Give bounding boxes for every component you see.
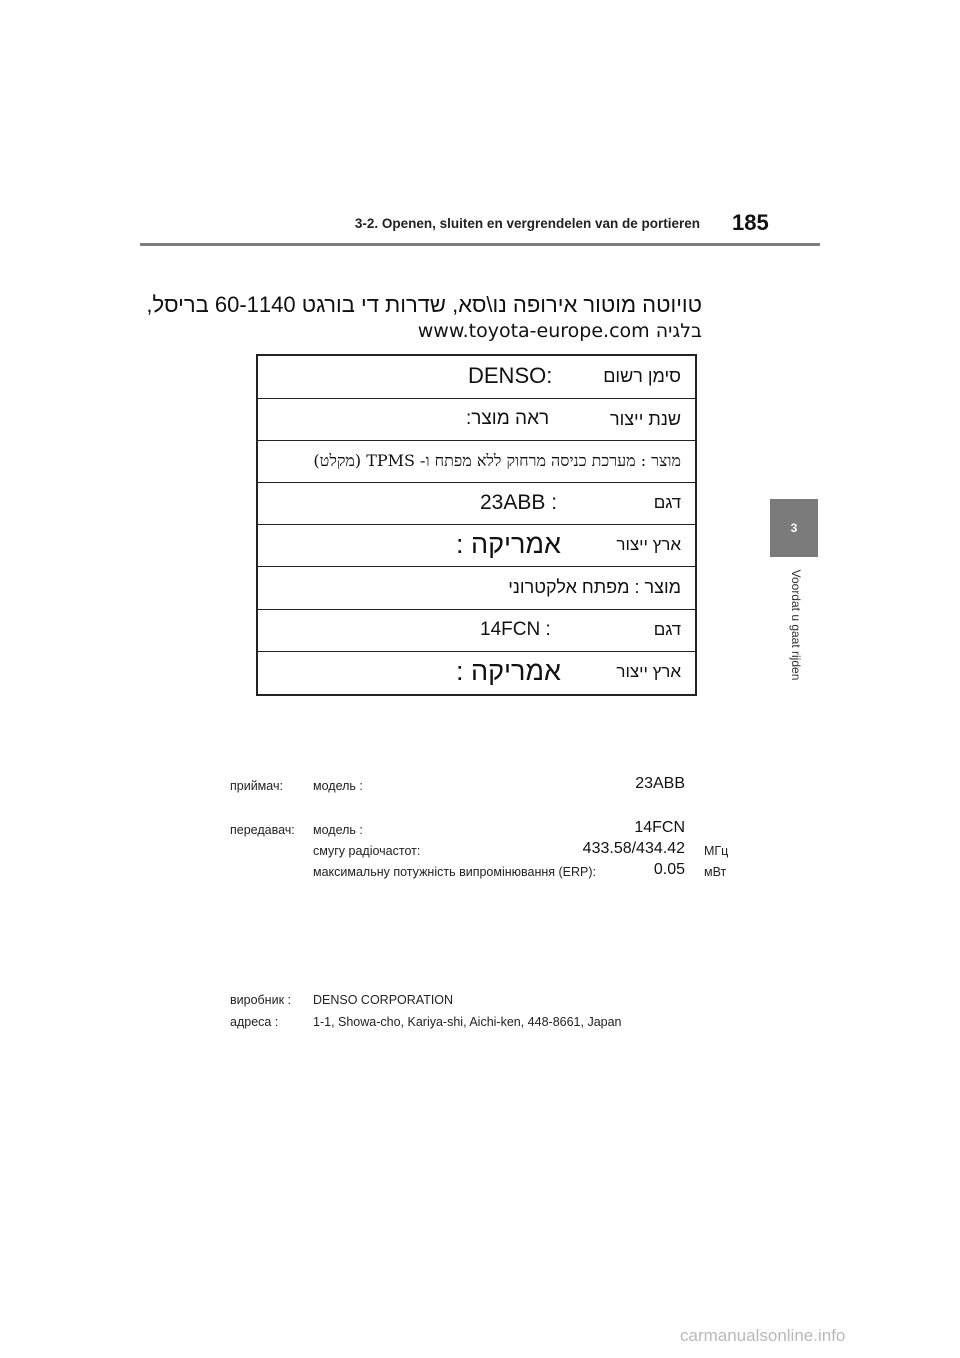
hebrew-address-line-1: טויוטה מוטור אירופה נו\סא, שדרות די בורגט 60-1140 בריסל, xyxy=(146,292,702,317)
receiver-model-value: 23ABB xyxy=(635,775,685,792)
label-row-product-key xyxy=(258,567,695,610)
transmitter-heading: передавач: xyxy=(230,823,295,837)
label-row-key-origin xyxy=(258,652,695,694)
label-row-receiver-model-value: 23ABB : xyxy=(480,491,558,514)
regulatory-label-box xyxy=(256,354,697,696)
receiver-heading: приймач: xyxy=(230,779,283,793)
label-row-product-receiver-label: מוצר : מערכת כניסה מרחוק ללא מפתח ו- TPMS (מקלט) xyxy=(313,451,681,470)
label-row-brand xyxy=(258,356,695,399)
erp-label: максимальну потужність випромінювання (ERP): xyxy=(313,865,597,879)
chapter-tab[interactable]: 3 xyxy=(770,499,818,557)
label-row-production-year-label: שנת ייצור xyxy=(609,409,681,429)
label-row-brand-value: DENSO: xyxy=(468,363,553,388)
label-row-production-year-value: ראה מוצר: xyxy=(466,408,550,429)
erp-value: 0.05 xyxy=(653,861,685,878)
transmitter-model-value: 14FCN xyxy=(634,819,685,836)
label-row-key-model xyxy=(258,610,695,652)
erp-unit: мВт xyxy=(704,865,727,879)
label-row-brand-label: סימן רשום xyxy=(603,366,681,386)
label-row-key-model-value: 14FCN : xyxy=(480,619,551,640)
label-row-key-origin-label: ארץ ייצור xyxy=(616,662,681,681)
label-row-receiver-origin xyxy=(258,525,695,567)
label-row-key-origin-value: אמריקה : xyxy=(456,656,561,686)
band-value: 433.58/434.42 xyxy=(582,840,685,857)
label-row-receiver-model xyxy=(258,483,695,525)
page-number: 185 xyxy=(732,210,769,235)
section-title: 3-2. Openen, sluiten en vergrendelen van de portieren xyxy=(354,216,700,231)
label-row-production-year xyxy=(258,399,695,441)
label-row-key-model-label: דגם xyxy=(653,620,681,639)
manufacturer-value: DENSO CORPORATION xyxy=(313,993,454,1007)
header-divider xyxy=(140,243,820,246)
label-row-product-receiver xyxy=(258,441,695,483)
site-watermark: carmanualsonline.info xyxy=(680,1326,846,1345)
label-row-receiver-origin-label: ארץ ייצור xyxy=(616,535,681,554)
receiver-model-label: модель : xyxy=(313,779,363,793)
label-row-product-key-label: מוצר : מפתח אלקטרוני xyxy=(508,577,681,597)
label-row-receiver-origin-value: אמריקה : xyxy=(456,529,561,559)
band-label: смугу радіочастот: xyxy=(313,844,421,858)
hebrew-address-line-2: בלגיה www.toyota-europe.com xyxy=(417,320,702,342)
label-row-receiver-model-label: דגם xyxy=(653,493,681,512)
address-value: 1-1, Showa-cho, Kariya-shi, Aichi-ken, 448-8661, Japan xyxy=(313,1015,622,1029)
chapter-side-label: Voordat u gaat rijden xyxy=(789,569,803,681)
address-label: адреса : xyxy=(230,1015,279,1029)
manufacturer-label: виробник : xyxy=(230,993,291,1007)
band-unit: МГц xyxy=(704,844,729,858)
transmitter-model-label: модель : xyxy=(313,823,363,837)
